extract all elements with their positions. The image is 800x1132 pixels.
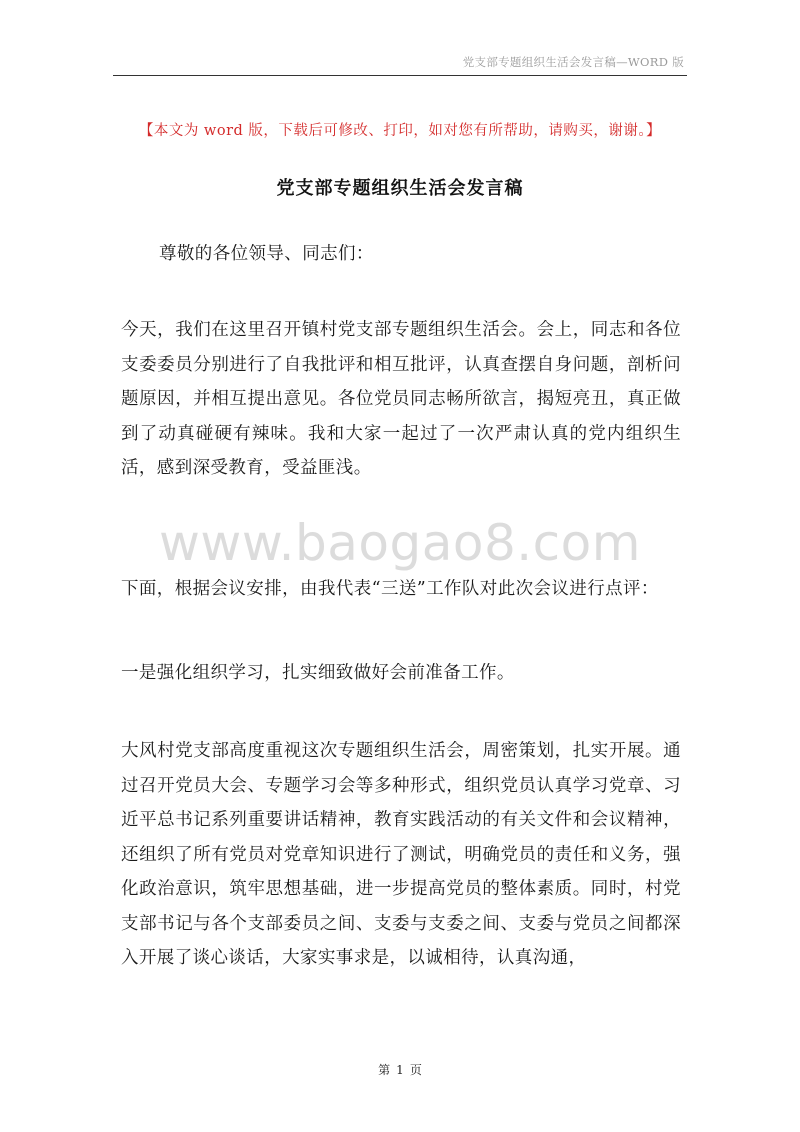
greeting: 尊敬的各位领导、同志们：: [159, 244, 374, 264]
footer-suffix: 页: [409, 1063, 422, 1077]
section-heading: 一是强化组织学习，扎实细致做好会前准备工作。: [121, 663, 515, 683]
paragraph: 大风村党支部高度重视这次专题组织生活会，周密策划，扎实开展。通过召开党员大会、专题学习会等多种形式，组织党员认真学习党章、习近平总书记系列重要讲话精神，教育实践活动的有关文件和会议精神，还组织了所有党员对党章知识进行了测试，明确党员的责任和义务，强化政治意识，筑牢思想基础，进一步提高党员的整体素质。同时，村党支部书记与各个支部委员之间、支委与支委之间、支委与党员之间都深入开展了谈心谈话，大家实事求是，以诚相待，认真沟通，: [121, 741, 681, 968]
page-number: 1: [396, 1063, 404, 1077]
download-notice: 【本文为 word 版，下载后可修改、打印，如对您有所帮助，请购买，谢谢。】: [138, 123, 662, 139]
paragraph: 今天，我们在这里召开镇村党支部专题组织生活会。会上，同志和各位支委委员分别进行了自我批评和相互批评，认真查摆自身问题，剖析问题原因，并相互提出意见。各位党员同志畅所欲言，揭短亮丑，真正做到了动真碰硬有辣味。我和大家一起过了一次严肃认真的党内组织生活，感到深受教育，受益匪浅。: [121, 320, 681, 478]
footer-prefix: 第: [378, 1063, 391, 1077]
running-header: 党支部专题组织生活会发言稿—WORD 版: [462, 55, 684, 69]
page-footer: [0, 1061, 800, 1078]
watermark: www.baogao8.com: [159, 514, 641, 572]
header-divider: [113, 75, 687, 76]
paragraph: 下面，根据会议安排，由我代表“三送”工作队对此次会议进行点评：: [121, 579, 659, 599]
document-title: 党支部专题组织生活会发言稿: [276, 178, 524, 199]
